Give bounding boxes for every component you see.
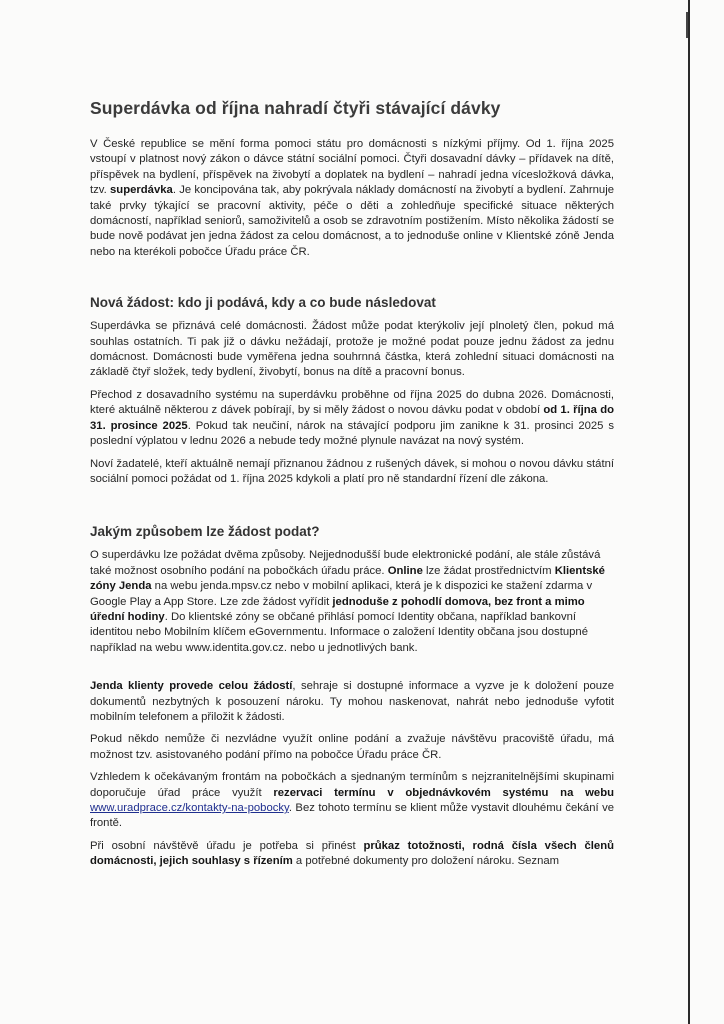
document-page [90,98,614,877]
paragraph: Pokud někdo nemůže či nezvládne využít online podání a zvažuje návštěvu pracoviště úřadu, má možnost tzv. asistovaného podání přímo na pobočce Úřadu práce ČR. [90,733,614,761]
page-edge-line [688,0,690,1024]
uradprace-link[interactable]: www.uradprace.cz/kontakty-na-pobocky [90,802,289,814]
paragraph: O superdávku lze požádat dvěma způsoby. Nejjednodušší bude elektronické podání, ale stále zůstává také možnost osobního podání na pobočkách úřadu práce. Online lze žádat prostřednictvím Klientské zóny Jenda na webu jenda.mpsv.cz nebo v mobilní aplikaci, která je k dispozici ke stažení zdarma v Google Play a App Store. Lze zde žádost vyřídit jednoduše z pohodlí domova, bez front a mimo úřední hodiny. Do klientské zóny se občané přihlásí pomocí Identity občana, například bankovní identitou nebo Mobilním klíčem eGovernmentu. Informace o založení Identity občana jsou dostupné například na webu www.identita.gov.cz. nebo u jednotlivých bank. [90,549,605,654]
paragraph: Při osobní návštěvě úřadu je potřeba si přinést průkaz totožnosti, rodná čísla všech členů domácnosti, jejich souhlasy s řízením a potřebné dokumenty pro doložení nároku. Seznam [90,839,614,868]
page-title: Superdávka od října nahradí čtyři stávající dávky [90,98,501,118]
section-heading-how-to-apply: Jakým způsobem lze žádost podat? [90,524,320,540]
section-heading-new-application: Nová žádost: kdo ji podává, kdy a co bude následovat [90,295,436,311]
paragraph: Noví žadatelé, kteří aktuálně nemají přiznanou žádnou z rušených dávek, si mohou o novou dávku státní sociální pomoci požádat od 1. října 2025 kdykoli a platí pro ně standardní řízení dle zákona. [90,457,614,485]
paragraph: Vzhledem k očekávaným frontám na pobočkách a sjednaným termínům s nejzranitelnějšími skupinami doporučuje úřad práce využít rezervaci termínu v objednávkovém systému na webu www.uradprace.cz/kontakty-na-pobocky. Bez tohoto termínu se klient může vystavit dlouhému čekání ve frontě. [90,771,614,830]
paragraph: Jenda klienty provede celou žádostí, sehraje si dostupné informace a vyzve je k doložení pouze dokumentů nezbytných k posouzení nároku. Ty mohou naskenovat, nahrát nebo jednoduše vyfotit mobilním telefonem a přiložit k žádosti. [90,680,614,723]
intro-paragraph: V České republice se mění forma pomoci státu pro domácnosti s nízkými příjmy. Od 1. října 2025 vstoupí v platnost nový zákon o dávce státní sociální pomoci. Čtyři dosavadní dávky – přídavek na dítě, příspěvek na bydlení, příspěvek na živobytí a doplatek na bydlení – nahradí jedna vícesložková dávka, tzv. superdávka. Je koncipována tak, aby pokrývala náklady domácností na živobytí a bydlení. Zahrnuje také prvky týkající se pracovní aktivity, péče o děti a zohledňuje specifické situace některých domácností, například seniorů, samoživitelů a osob se zdravotním postižením. Místo několika žádostí se bude nově podávat jen jedna žádost za celou domácnost, a to jednoduše online v Klientské zóně Jenda nebo na kterékoli pobočce Úřadu práce ČR. [90,138,615,258]
paragraph: Přechod z dosavadního systému na superdávku proběhne od října 2025 do dubna 2026. Domácnosti, které aktuálně některou z dávek pobírají, by si měly žádost o novou dávku podat v období od 1. října do 31. prosince 2025. Pokud tak neučiní, nárok na stávající podporu jim zanikne k 31. prosinci 2025 s poslední výplatou v lednu 2026 a nebude tedy možné plynule navázat na nový systém. [90,388,614,448]
paragraph: Superdávka se přiznává celé domácnosti. Žádost může podat kterýkoliv její plnoletý člen, pokud má souhlas ostatních. Ti pak již o dávku nežádají, protože je možné podat pouze jednu žádost za jednu domácnost. Domácnosti bude vyměřena jedna souhrnná částka, která zohlední situaci domácnosti na základě čtyř složek, tedy bydlení, živobytí, bonus na dítě a pracovní bonus. [90,320,614,379]
